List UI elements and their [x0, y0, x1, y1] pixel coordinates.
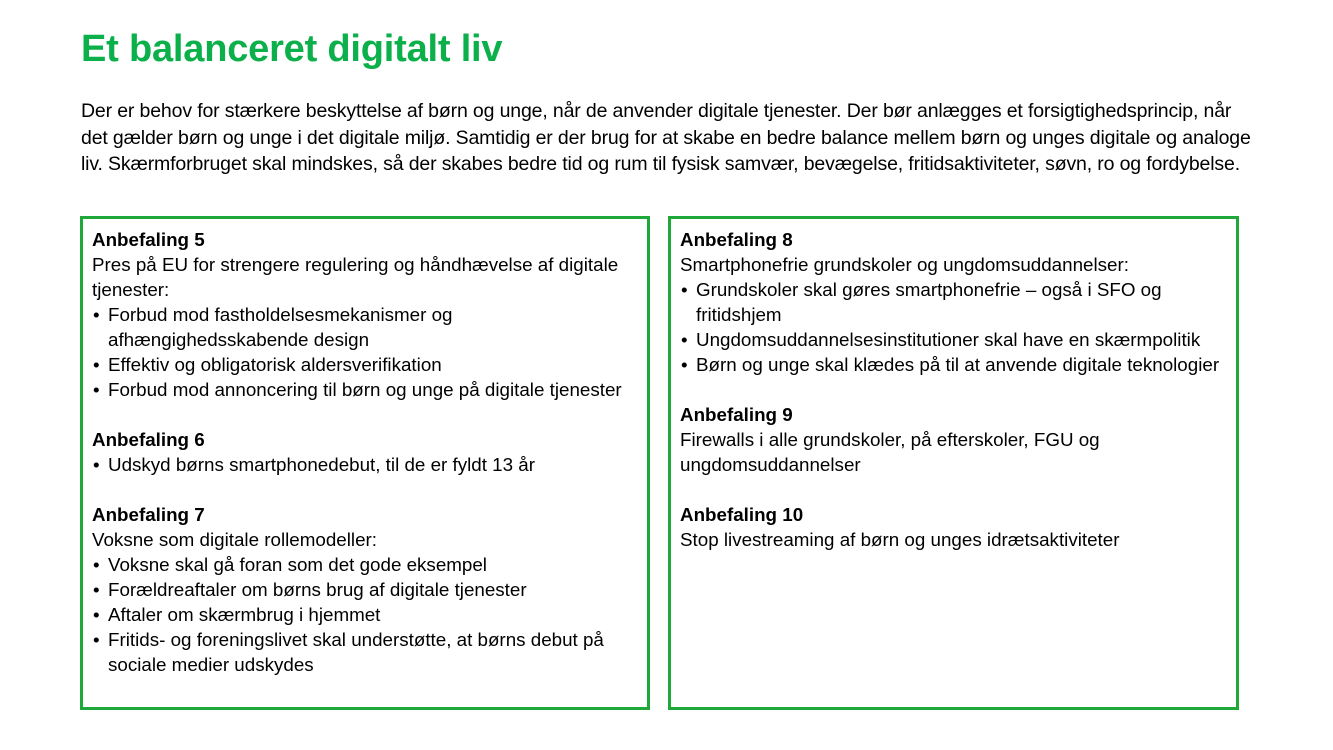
recommendation-title: Anbefaling 10 [680, 504, 804, 525]
bullet-list [92, 452, 638, 477]
list-item: • Udskyd børns smartphonedebut, til de er fyldt 13 år [92, 452, 638, 477]
page-title: Et balanceret digitalt liv [81, 28, 503, 70]
recommendation-text: Stop livestreaming af børn og unges idrætsaktiviteter [680, 529, 1120, 550]
list-item: • Forbud mod fastholdelsesmekanismer og afhængighedsskabende design [92, 302, 638, 352]
intro-paragraph: Der er behov for stærkere beskyttelse af børn og unge, når de anvender digitale tjenester. Der bør anlægges et forsigtighedsprincip, når det gælder børn og unge i det digitale miljø. Samtidig er der brug for at skabe en bedre balance mellem børn og unges digitale og analoge liv. Skærmforbruget skal mindskes, så der skabes bedre tid og rum til fysisk samvær, bevægelse, fritidsaktiviteter, søvn, ro og fordybelse. [81, 100, 1251, 175]
list-item: • Børn og unge skal klædes på til at anvende digitale teknologier [680, 352, 1227, 377]
recommendation-title: Anbefaling 5 [92, 229, 205, 250]
recommendation-text: Pres på EU for strengere regulering og håndhævelse af digitale tjenester: [92, 254, 619, 300]
list-item: • Fritids- og foreningslivet skal understøtte, at børns debut på sociale medier udskydes [92, 627, 638, 677]
list-item: • Grundskoler skal gøres smartphonefrie – også i SFO og fritidshjem [680, 277, 1227, 327]
list-item: • Ungdomsuddannelsesinstitutioner skal have en skærmpolitik [680, 327, 1227, 352]
recommendation-6 [92, 427, 638, 477]
list-item: • Forældreaftaler om børns brug af digitale tjenester [92, 577, 638, 602]
recommendation-10 [680, 502, 1227, 552]
recommendation-9 [680, 402, 1227, 477]
recommendations-box-left [80, 216, 650, 710]
recommendation-5 [92, 227, 638, 402]
recommendation-text: Voksne som digitale rollemodeller: [92, 529, 377, 550]
recommendations-box-right [668, 216, 1239, 710]
bullet-list [92, 552, 638, 677]
recommendation-text: Smartphonefrie grundskoler og ungdomsuddannelser: [680, 254, 1129, 275]
bullet-list [680, 277, 1227, 377]
recommendation-text: Firewalls i alle grundskoler, på efterskoler, FGU og ungdomsuddannelser [680, 429, 1100, 475]
recommendation-7 [92, 502, 638, 677]
list-item: • Effektiv og obligatorisk aldersverifikation [92, 352, 638, 377]
bullet-list [92, 302, 638, 402]
list-item: • Aftaler om skærmbrug i hjemmet [92, 602, 638, 627]
list-item: • Forbud mod annoncering til børn og unge på digitale tjenester [92, 377, 638, 402]
recommendation-8 [680, 227, 1227, 377]
list-item: • Voksne skal gå foran som det gode eksempel [92, 552, 638, 577]
recommendation-title: Anbefaling 7 [92, 504, 205, 525]
recommendation-title: Anbefaling 8 [680, 229, 793, 250]
recommendation-title: Anbefaling 9 [680, 404, 793, 425]
recommendation-title: Anbefaling 6 [92, 429, 205, 450]
